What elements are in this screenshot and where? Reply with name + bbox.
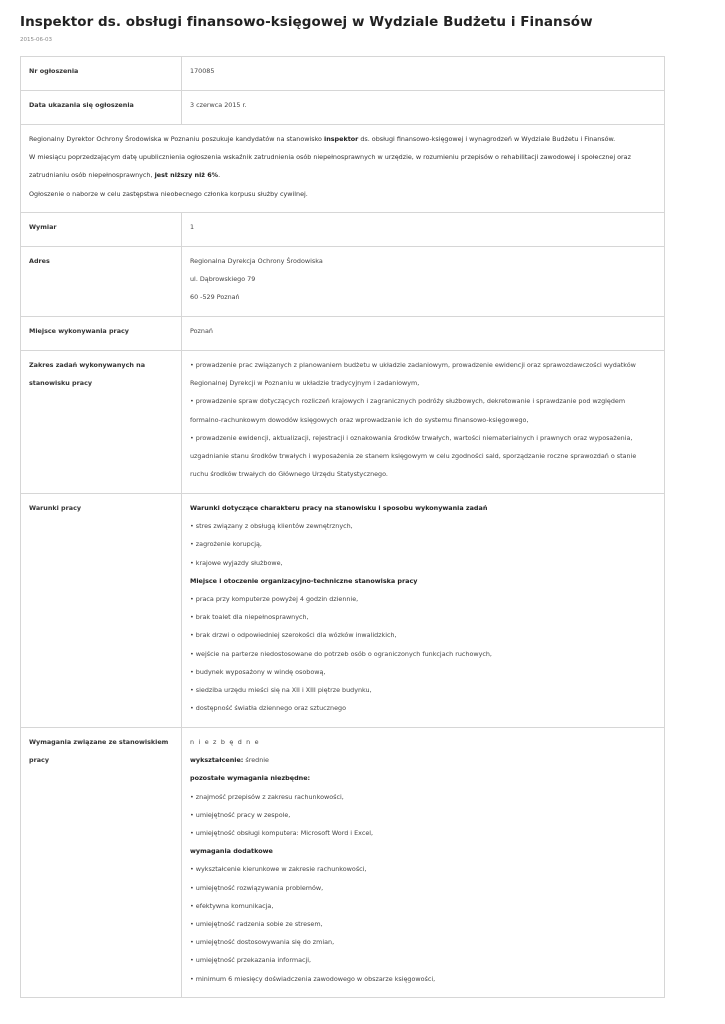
row-zakres [21,351,665,494]
warunki-item: • praca przy komputerze powyżej 4 godzin dziennie, [190,595,359,604]
wym-item: • umiejętność obsługi komputera: Microsoft Word i Excel, [190,829,374,838]
nr-label: Nr ogłoszenia [21,57,182,91]
warunki-item: • siedziba urzędu mieści się na XII i XIII piętrze budynku, [190,686,372,695]
warunki-heading: Warunki dotyczące charakteru pracy na stanowisku i sposobu wykonywania zadań [190,504,488,512]
wym-item: • znajmość przepisów z zakresu rachunkowości, [190,792,344,801]
wymiar-value: 1 [182,213,665,247]
wym-item: • umiejętność radzenia sobie ze stresem, [190,920,323,929]
intro-p1: Regionalny Dyrektor Ochrony Środowiska w Poznaniu poszukuje kandydatów na stanowisko inspektor ds. obsługi finansowo-księgowej i wynagrodzeń w Wydziale Budżetu i Finansów. [29,135,616,143]
intro-cell [21,125,665,213]
warunki-value [182,494,665,728]
adres-line: Regionalna Dyrekcja Ochrony Środowiska [190,257,323,265]
row-miejsce [21,317,665,351]
intro-p2b: zatrudnianiu osób niepełnosprawnych, jest niższy niż 6%. [29,171,221,180]
wym-item: • umiejętność pracy w zespole, [190,810,291,819]
intro-p3: Ogłoszenie o naborze w celu zastępstwa nieobecnego członka korpusu służby cywilnej. [29,189,308,198]
wym-item: • minimum 6 miesięcy doświadczenia zawodowego w obszarze księgowości, [190,974,436,983]
nr-value: 170085 [182,57,665,91]
adres-value [182,247,665,317]
warunki-item: • budynek wyposażony w windę osobową, [190,667,326,676]
zakres-line: • prowadzenie ewidencji, aktualizacji, rejestracji i oznakowania środków trwałych, wartości niematerialnych i prawnych oraz wyposażenia, [190,433,633,442]
row-wymiar [21,213,665,247]
warunki-item: • wejście na parterze niedostosowane do potrzeb osób o ograniczonych funkcjach ruchowych, [190,649,492,658]
wym-item: • umiejętność rozwiązywania problemów, [190,883,324,892]
warunki-item: • zagrożenie korupcją, [190,540,262,549]
row-nr [21,57,665,91]
miejsce-label: Miejsce wykonywania pracy [21,317,182,351]
data-label: Data ukazania się ogłoszenia [21,91,182,125]
warunki-item: • krajowe wyjazdy służbowe, [190,558,283,567]
wym-heading: wymagania dodatkowe [190,847,273,856]
adres-line: 60 -529 Poznań [190,293,240,302]
wym-item: • efektywna komunikacja, [190,901,274,910]
warunki-label: Warunki pracy [21,494,182,728]
wymiar-label: Wymiar [21,213,182,247]
warunki-item: • brak toalet dla niepełnosprawnych, [190,613,309,622]
zakres-label: Zakres zadań wykonywanych na stanowisku pracy [21,351,182,494]
adres-line: ul. Dąbrowskiego 79 [190,275,256,284]
zakres-line: ruchu środków trwałych do Głównego Urzędu Statystycznego. [190,470,388,479]
zakres-line: • prowadzenie prac związanych z planowaniem budżetu w układzie zadaniowym, prowadzenie ewidencji oraz sprawozdawczości wydatków [190,361,636,369]
warunki-item: • dostępność światła dziennego oraz sztucznego [190,704,346,713]
wymagania-value [182,728,665,998]
row-wymagania [21,728,665,998]
zakres-line: • prowadzenie spraw dotyczących rozliczeń krajowych i zagranicznych podróży służbowych, dekretowanie i sprawdzanie pod względem [190,397,626,406]
wym-wyksztalcenie: wykształcenie: średnie [190,756,269,765]
row-intro [21,125,665,213]
wym-heading: pozostałe wymagania niezbędne: [190,774,311,783]
wym-item: • umiejętność przekazania informacji, [190,956,312,965]
zakres-line: Regionalnej Dyrekcji w Poznaniu w układzie tradycyjnym i zadaniowym, [190,379,420,388]
wym-niezbedne: n i e z b ę d n e [190,738,260,746]
row-warunki [21,494,665,728]
intro-p2a: W miesiącu poprzedzającym datę upublicznienia ogłoszenia wskaźnik zatrudnienia osób niepełnosprawnych w urzędzie, w rozumieniu przepisów o rehabilitacji zawodowej i społecznej oraz [29,153,631,162]
wym-item: • umiejętność dostosowywania się do zmian, [190,938,335,947]
wym-item: • wykształcenie kierunkowe w zakresie rachunkowości, [190,865,367,874]
row-data [21,91,665,125]
adres-label: Adres [21,247,182,317]
miejsce-value: Poznań [182,317,665,351]
row-adres [21,247,665,317]
warunki-item: • stres związany z obsługą klientów zewnętrznych, [190,522,353,531]
page-title: Inspektor ds. obsługi finansowo-księgowej w Wydziale Budżetu i Finansów [20,14,593,30]
warunki-item: • brak drzwi o odpowiedniej szerokości dla wózków inwalidzkich, [190,631,397,640]
wymagania-label: Wymagania związane ze stanowiskiem pracy [21,728,182,998]
data-value: 3 czerwca 2015 r. [182,91,665,125]
zakres-line: formalno-rachunkowym dowodów księgowych oraz wprowadzanie ich do systemu finansowo-księgowego, [190,415,529,424]
zakres-line: uzgadnianie stanu środków trwałych i wyposażenia ze stanem księgowym w celu zgodności sald, sporządzanie roczne sprawozdań o stanie [190,452,637,461]
zakres-value [182,351,665,494]
warunki-heading: Miejsce i otoczenie organizacyjno-techniczne stanowiska pracy [190,576,418,585]
publish-date: 2015-06-03 [20,37,52,43]
details-table [20,56,665,998]
